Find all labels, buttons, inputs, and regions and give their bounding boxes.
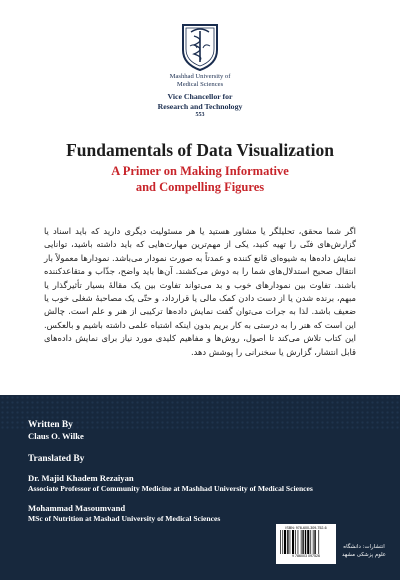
credits-block [28, 420, 378, 524]
isbn-text: ISBN: 978-600-309-752-6 [285, 526, 327, 530]
subtitle-line-2: and Compelling Figures [135, 179, 265, 194]
publisher-line-1: انتشارات: دانشگاه [343, 544, 385, 550]
barcode [276, 524, 336, 564]
series-number: 553 [195, 112, 205, 118]
book-subtitle [0, 164, 400, 195]
office-name [0, 92, 400, 111]
university-line-1: Mashhad University of [169, 73, 231, 80]
book-title: Fundamentals of Data Visualization [66, 140, 334, 160]
isbn-digits: 9 786003 097526 [292, 554, 320, 558]
translator-1-name: Dr. Majid Khadem Rezaiyan [28, 473, 134, 483]
written-by-label: Written By [28, 420, 73, 430]
subtitle-line-1: A Primer on Making Informative [111, 164, 289, 178]
barcode-bars-icon [279, 530, 333, 554]
office-line-2: Research and Technology [157, 101, 243, 111]
publisher-name [338, 544, 390, 559]
university-line-2: Medical Sciences [176, 81, 224, 88]
translator-1-affiliation: Associate Professor of Community Medicine at Mashhad University of Medical Sciences [28, 484, 313, 493]
description-text: اگر شما محقق، تحلیلگر یا مشاور هستید یا هر مسئولیت دیگری دارید که باید اسناد یا گزارش‌های فنّی را تهیه کنید، یکی از مهم‌ترین مهارت‌هایی که باید داشته باشید، توانایی نمایش داده‌ها به شیوه‌ای قانع کننده و عمدتاً به صورت نمودار می‌باشد. نمودارها معمولاً بار انتقال صحیح استدلال‌های شما را به دوش می‌کشند. آن‌ها باید واضح، جذّاب و متقاعدکننده باشند. تفاوت بین نمودارهای خوب و بد می‌تواند تفاوت بین یک مقالهٔ بسیار تأثیرگذار یا مبهم، برنده شدن یا از دست دادن کمک مالی یا قرارداد، و حتّی یک مصاحبهٔ شغلی خوب یا ضعیف باشد. لذا به جرات می‌توان گفت نمایش داده‌ها ترکیبی از هنر و علم است. چالش این است که هنر را به درستی به کار بریم بدون اینکه اشتباه علمی داشته باشیم و بالعکس. این کتاب تلاش می‌کند تا اصول، روش‌ها و مفاهیم کلیدی مورد نیاز برای نمایش داده‌های قابل انتشار، گزارش یا سخنرانی را پوشش دهد. [44, 226, 356, 357]
translator-2-name: Mohammad Masoumvand [28, 503, 126, 513]
translator-2-affiliation: MSc of Nutrition at Mashad University of Medical Sciences [28, 514, 221, 523]
university-logo-icon [177, 22, 223, 72]
publisher-line-2: علوم پزشکی مشهد [341, 551, 387, 558]
office-line-1: Vice Chancellor for [167, 92, 233, 101]
translated-by-label: Translated By [28, 454, 85, 464]
author-name: Claus O. Wilke [28, 431, 84, 441]
university-name [0, 73, 400, 89]
